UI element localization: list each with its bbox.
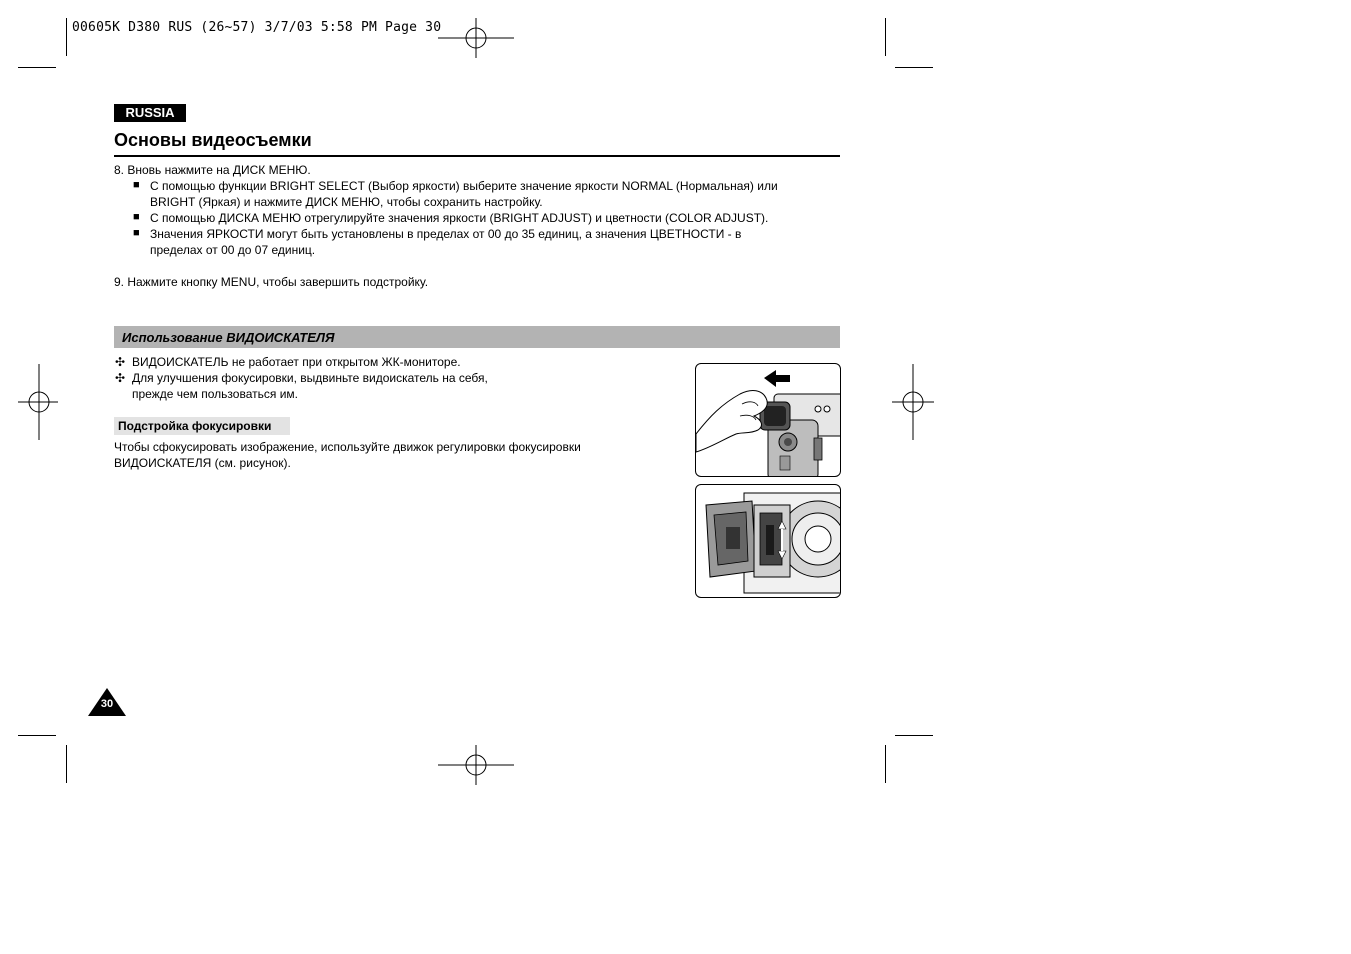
title-rule xyxy=(114,155,840,157)
crop-mark xyxy=(66,745,67,783)
note-2-line-1: Для улучшения фокусировки, выдвиньте видоискатель на себя, xyxy=(132,371,488,385)
note-1: ВИДОИСКАТЕЛЬ не работает при открытом ЖК-мониторе. xyxy=(132,355,461,369)
page-number-badge xyxy=(88,688,126,716)
subheading xyxy=(114,417,290,435)
step-8-bullet-1-line-2: BRIGHT (Яркая) и нажмите ДИСК МЕНЮ, чтобы сохранить настройку. xyxy=(150,195,543,209)
square-bullet-icon: ■ xyxy=(133,227,140,239)
crop-mark xyxy=(895,67,933,68)
crop-mark xyxy=(18,735,56,736)
body-line-2: ВИДОИСКАТЕЛЯ (см. рисунок). xyxy=(114,456,291,470)
section-title: Использование ВИДОИСКАТЕЛЯ xyxy=(122,330,335,345)
square-bullet-icon: ■ xyxy=(133,179,140,191)
subheading-text: Подстройка фокусировки xyxy=(118,419,272,433)
step-8-bullet-3-line-2: пределах от 00 до 07 единиц. xyxy=(150,243,316,257)
step-8: 8. Вновь нажмите на ДИСК МЕНЮ. xyxy=(114,163,311,177)
square-bullet-icon: ■ xyxy=(133,211,140,223)
registration-mark-bottom xyxy=(436,743,516,785)
note-2-line-2: прежде чем пользоваться им. xyxy=(132,387,298,401)
note-star-icon: ✣ xyxy=(115,355,126,369)
figure-viewfinder-pull xyxy=(695,363,841,477)
crop-mark xyxy=(18,67,56,68)
step-9: 9. Нажмите кнопку MENU, чтобы завершить подстройку. xyxy=(114,275,429,289)
page-title: Основы видеосъемки xyxy=(114,130,312,150)
camcorder-hand-illustration xyxy=(696,364,840,476)
note-star-icon: ✣ xyxy=(115,371,126,385)
step-8-bullet-3-line-1: Значения ЯРКОСТИ могут быть установлены в пределах от 00 до 35 единиц, а значения ЦВЕТНОСТИ - в xyxy=(150,227,742,241)
crop-mark xyxy=(885,18,886,56)
region-badge: RUSSIA xyxy=(114,104,186,122)
figure-focus-lever xyxy=(695,484,841,598)
viewfinder-focus-illustration xyxy=(696,485,840,597)
section-header xyxy=(114,326,840,348)
crop-mark xyxy=(66,18,67,56)
registration-mark-right xyxy=(892,362,934,442)
body-line-1: Чтобы сфокусировать изображение, используйте движок регулировки фокусировки xyxy=(114,440,581,454)
crop-mark xyxy=(885,745,886,783)
step-8-bullet-1-line-1: С помощью функции BRIGHT SELECT (Выбор яркости) выберите значение яркости NORMAL (Нормальная) или xyxy=(150,179,778,193)
step-8-bullet-2: С помощью ДИСКА МЕНЮ отрегулируйте значения яркости (BRIGHT ADJUST) и цветности (COLOR ADJUST). xyxy=(150,211,769,225)
registration-mark-left xyxy=(18,362,60,442)
crop-mark xyxy=(895,735,933,736)
print-header: 00605K D380 RUS (26~57) 3/7/03 5:58 PM Page 30 xyxy=(72,20,442,35)
page-number: 30 xyxy=(100,698,114,710)
registration-mark-top xyxy=(436,18,516,60)
